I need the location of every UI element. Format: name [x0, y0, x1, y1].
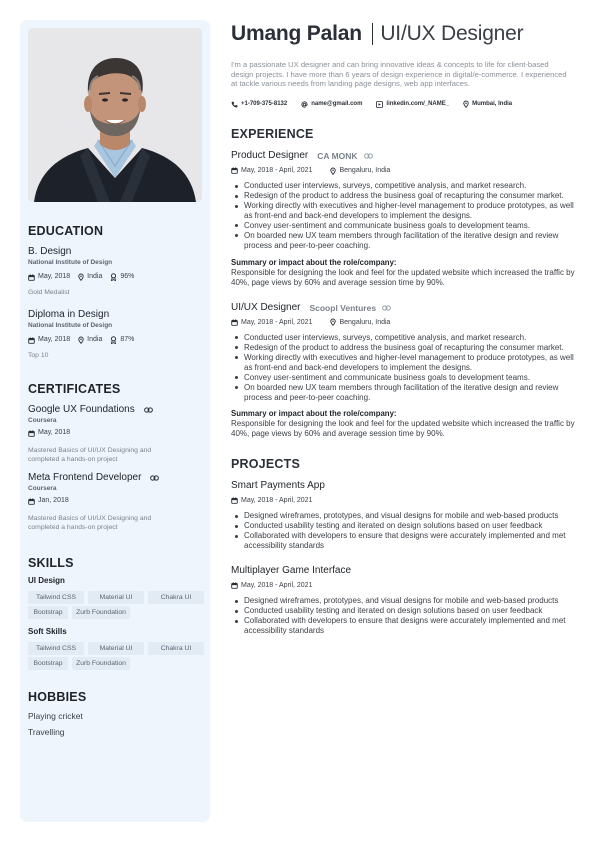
certificate-title: Meta Frontend Developer: [28, 472, 202, 484]
list-item: Convey user-sentiment and communicate business goals to development teams.: [231, 373, 575, 383]
phone-icon: [231, 101, 238, 108]
job-location: Bengaluru, India: [330, 166, 390, 175]
contact-email[interactable]: name@gmail.com: [301, 101, 362, 108]
certificate-item: [28, 404, 202, 464]
calendar-icon: [28, 274, 35, 281]
list-item: Redesign of the product to address the business goal of recapturing the consumer market.: [231, 191, 575, 201]
project-title: Multiplayer Game Interface: [231, 565, 352, 577]
list-item: Conducted user interviews, surveys, competitive analysis, and market research.: [231, 333, 575, 343]
list-item: Collaborated with developers to ensure that designs were accurately implemented and met accessibility standards: [231, 616, 575, 636]
job-title: UI/UX Designer: [231, 301, 301, 313]
project-dates: May, 2018 - April, 2021: [231, 496, 312, 505]
skill-tag: Zurb Foundation: [72, 657, 130, 670]
contact-location: Mumbai, India: [463, 100, 512, 108]
calendar-icon: [28, 430, 35, 437]
title-divider: [372, 23, 374, 45]
job-meta: [231, 166, 575, 175]
list-item: Conducted usability testing and iterated on design solutions based on user feedback: [231, 521, 575, 531]
at-icon: [301, 101, 308, 108]
education-degree: B. Design: [28, 246, 72, 257]
job-dates: May, 2018 - April, 2021: [231, 166, 312, 175]
certificate-note: Mastered Basics of UI/UX Designing and completed a hands-on project: [28, 447, 152, 463]
education-school: National Institute of Design: [28, 259, 113, 266]
job-dates: May, 2018 - April, 2021: [231, 318, 312, 327]
projects-section: [231, 457, 575, 636]
map-pin-icon: [330, 318, 336, 326]
hobbies-section: [28, 690, 202, 738]
project-bullets: [231, 511, 575, 551]
skills-heading: SKILLS: [28, 556, 74, 570]
project-bullets: [231, 596, 575, 636]
list-item: Collaborated with developers to ensure that designs were accurately implemented and met accessibility standards: [231, 531, 575, 551]
skill-tag: Tailwind CSS: [28, 591, 84, 604]
map-pin-icon: [330, 167, 336, 175]
project-header: [231, 565, 575, 577]
list-item: Redesign of the product to address the business goal of recapturing the consumer market.: [231, 343, 575, 353]
job-entry: [231, 150, 575, 288]
contact-phone[interactable]: +1-709-375-8132: [231, 101, 287, 108]
skill-group-name: UI Design: [28, 576, 65, 585]
education-item: [28, 246, 202, 297]
certificate-date: Jan, 2018: [28, 496, 69, 506]
list-item: Working directly with executives and higher-level management to produce prototypes, as well as front-end and back-end developers to implement the designs.: [231, 353, 575, 373]
skill-tag: Chakra UI: [148, 591, 204, 604]
education-note: Top 10: [28, 352, 49, 359]
job-company: Scoopl Ventures: [309, 302, 377, 313]
education-school: National Institute of Design: [28, 322, 113, 329]
education-item: [28, 309, 202, 360]
job-impact-label: Summary or impact about the role/company:: [231, 257, 397, 267]
skills-section: [28, 556, 202, 670]
education-date: May, 2018: [28, 335, 70, 345]
certificate-title: Google UX Foundations: [28, 404, 202, 416]
job-meta: [231, 318, 575, 327]
name-row: [231, 20, 575, 48]
profile-photo: [28, 28, 202, 202]
skill-group-name: Soft Skills: [28, 627, 67, 636]
education-heading: EDUCATION: [28, 224, 104, 238]
list-item: Convey user-sentiment and communicate business goals to development teams.: [231, 221, 575, 231]
skill-tags: [28, 591, 204, 619]
skill-tags: [28, 642, 204, 670]
list-item: Designed wireframes, prototypes, and visual designs for mobile and web-based products: [231, 511, 575, 521]
link-icon[interactable]: [144, 407, 153, 413]
certificate-meta: [28, 496, 202, 506]
education-meta: [28, 272, 202, 282]
hobbies-heading: HOBBIES: [28, 690, 87, 704]
calendar-icon: [231, 582, 238, 589]
job-header: [231, 150, 575, 162]
certificate-item: [28, 472, 202, 532]
job-impact: Responsible for designing the look and feel for the updated website which increased the traffic by 40%, page views by 60% and average session time by 90%.: [231, 419, 575, 439]
skill-tag: Bootstrap: [28, 606, 68, 619]
education-meta: [28, 335, 202, 345]
job-impact: Responsible for designing the look and feel for the updated website which increased the traffic by 40%, page views by 60% and average session time by 90%.: [231, 267, 575, 287]
project-meta: [231, 496, 575, 505]
person-name: Umang Palan: [231, 22, 362, 45]
list-item: On boarded new UX team members through facilitation of the iterative design and review process and peer-to-peer coaching.: [231, 231, 575, 251]
list-item: On boarded new UX team members through facilitation of the iterative design and review process and peer-to-peer coaching.: [231, 383, 575, 403]
skill-tag: Chakra UI: [148, 642, 204, 655]
job-title: Product Designer: [231, 150, 309, 162]
map-pin-icon: [78, 273, 84, 281]
award-icon: [110, 273, 117, 281]
certificate-issuer: Coursera: [28, 417, 57, 424]
link-icon[interactable]: [382, 305, 391, 311]
job-company: CA MONK: [317, 151, 358, 162]
skill-tag: Bootstrap: [28, 657, 68, 670]
project-meta: [231, 581, 575, 590]
list-item: Conducted user interviews, surveys, competitive analysis, and market research.: [231, 181, 575, 191]
profile-summary: I'm a passionate UX designer and can bring innovative ideas & concepts to life for client-based design projects. I have more than 6 years of design experience in digital/e-commerce. I experienced at tackle various needs from landing page designs, web app interfaces.: [231, 60, 567, 89]
contact-linkedin[interactable]: linkedin.com/_NAME_: [376, 101, 449, 108]
calendar-icon: [231, 167, 238, 174]
skill-tag: Tailwind CSS: [28, 642, 84, 655]
project-header: [231, 480, 575, 492]
main-content: [231, 20, 575, 636]
contact-row: [231, 100, 575, 108]
hobby-item: Playing cricket: [28, 711, 83, 721]
education-degree: Diploma in Design: [28, 309, 110, 320]
job-bullets: [231, 333, 575, 403]
award-icon: [110, 336, 117, 344]
projects-heading: PROJECTS: [231, 457, 300, 472]
certificates-section: [28, 382, 202, 532]
job-entry: [231, 302, 575, 440]
experience-section: [231, 127, 575, 439]
experience-heading: EXPERIENCE: [231, 127, 314, 142]
education-note: Gold Medalist: [28, 289, 70, 296]
map-pin-icon: [78, 336, 84, 344]
list-item: Working directly with executives and higher-level management to produce prototypes, as well as front-end and back-end developers to implement the designs.: [231, 201, 575, 221]
education-location: India: [78, 335, 102, 345]
calendar-icon: [28, 337, 35, 344]
job-impact-label: Summary or impact about the role/company:: [231, 409, 397, 419]
certificate-meta: [28, 428, 202, 438]
sidebar: [20, 20, 210, 822]
certificate-note: Mastered Basics of UI/UX Designing and completed a hands-on project: [28, 515, 152, 531]
skill-tag: Material UI: [88, 591, 144, 604]
link-icon[interactable]: [364, 153, 373, 159]
project-dates: May, 2018 - April, 2021: [231, 581, 312, 590]
education-section: [28, 224, 202, 360]
resume-header: [231, 20, 575, 108]
education-score: 87%: [110, 335, 134, 345]
list-item: Designed wireframes, prototypes, and visual designs for mobile and web-based products: [231, 596, 575, 606]
hobby-item: Travelling: [28, 727, 65, 737]
link-icon[interactable]: [150, 475, 159, 481]
education-date: May, 2018: [28, 272, 70, 282]
list-item: Conducted usability testing and iterated on design solutions based on user feedback: [231, 606, 575, 616]
certificate-date: May, 2018: [28, 428, 70, 438]
project-entry: [231, 565, 575, 636]
education-score: 96%: [110, 272, 134, 282]
skill-tag: Zurb Foundation: [72, 606, 130, 619]
certificate-issuer: Coursera: [28, 485, 57, 492]
calendar-icon: [231, 319, 238, 326]
project-entry: [231, 480, 575, 551]
linkedin-icon: [376, 101, 383, 108]
job-location: Bengaluru, India: [330, 318, 390, 327]
project-title: Smart Payments App: [231, 480, 325, 492]
job-bullets: [231, 181, 575, 251]
person-role: UI/UX Designer: [380, 22, 524, 45]
map-pin-icon: [463, 100, 469, 108]
calendar-icon: [231, 497, 238, 504]
education-location: India: [78, 272, 102, 282]
certificates-heading: CERTIFICATES: [28, 382, 121, 396]
calendar-icon: [28, 498, 35, 505]
skill-tag: Material UI: [88, 642, 144, 655]
job-header: [231, 302, 575, 314]
